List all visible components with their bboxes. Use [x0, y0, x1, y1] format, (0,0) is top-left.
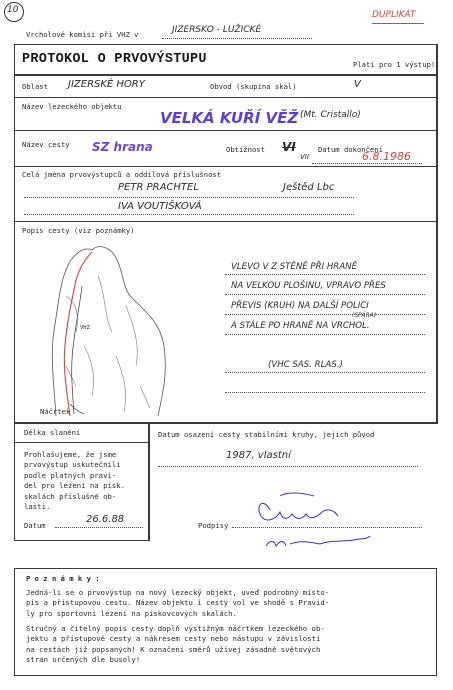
rule-2: [14, 130, 436, 131]
route-line-2: NA VELKOU PLOŠINU, VPRAVO PŘES: [231, 281, 386, 291]
commission-dots: [162, 38, 312, 39]
declaration: Prohlašujeme, že jsme prvovýstup uskutečnili podle platných pravi- del pro lezení na písk. skalách příslušné ob- lasti.: [24, 450, 126, 512]
commission-label: Vrcholové komisi při VHZ v: [26, 30, 139, 39]
duplicate-stamp: DUPLIKÁT: [372, 10, 416, 20]
slaneni-label: Délka slanění: [24, 428, 81, 437]
podpisy-label: Podpisy: [198, 521, 229, 530]
kruhy-value: 1987, vlastní: [226, 450, 291, 461]
datum-dots: [55, 527, 143, 528]
rule-6: [14, 442, 149, 443]
objekt-value: VELKÁ KUŘÍ VĚŽ: [160, 109, 299, 127]
popis-label: Popis cesty (viz poznámky): [22, 226, 135, 235]
obtiznost-value: VII: [300, 153, 309, 161]
vhz-label: VHZ: [80, 325, 90, 331]
oblast-label: Oblast: [22, 82, 48, 91]
podpisy-dots: [232, 527, 422, 528]
stamp-underline: [372, 23, 424, 24]
obvod-label: Obvod (skupina skal): [210, 82, 297, 91]
rock-sketch: [36, 236, 186, 422]
obvod-value: V: [354, 79, 361, 90]
route-sign: (VHC SAS. RLAS.): [268, 360, 343, 370]
signature-2: [266, 536, 370, 546]
notes-para-1: Jedná-li se o prvovýstup na nový lezecký objekt, uveď podrobný místo- pis a přístupovou cestu. Název objektu i cesty vol ve shodě s Pravid- ly pro sportovní lezení na pískovcových skalách.: [26, 588, 330, 618]
notes-para-2: Stručný a čitelný popis cesty doplň výstižným náčrtkem lezeckého ob- jektu a přístupové cesty a nákresem cesty nebo nástupu v závislosti na cestách již popsaných! K označení směrů užívej zásadně světových stran určených dle busoly!: [26, 624, 325, 665]
nacrtek-arrow: [70, 404, 84, 414]
rule-3: [14, 166, 436, 167]
route-line-black: [72, 286, 82, 414]
route-line-1: VLEVO V Z STĚNĚ PŘI HRANĚ: [231, 262, 358, 272]
title-rule: [14, 74, 436, 76]
nacrtek-label: Náčrtek: [40, 407, 71, 416]
jmena-label: Celá jména prvovýstupců a oddílová příslušnost: [22, 170, 222, 179]
route-dots-5: [225, 372, 425, 373]
rule-1: [14, 97, 436, 98]
route-dots-6: [225, 392, 425, 393]
valid-note: Platí pro 1 výstup!: [353, 60, 436, 69]
climber-1: PETR PRACHTEL: [118, 182, 199, 193]
protocol-title: PROTOKOL O PRVOVÝSTUPU: [22, 52, 207, 67]
rock-outline: [52, 247, 165, 416]
kruhy-dots: [158, 466, 418, 467]
climber-2: IVA VOUTIŠKOVÁ: [118, 201, 202, 212]
cesta-value: SZ hrana: [92, 140, 153, 154]
obtiznost-label: Obtížnost: [226, 145, 265, 154]
route-line-4: A STÁLE PO HRANĚ NA VRCHOL.: [231, 321, 370, 331]
objekt-label: Název lezeckého objektu: [22, 102, 122, 111]
datum-value: 26.6.88: [86, 514, 125, 525]
route-line-red: [64, 252, 92, 416]
datum-label: Datum: [24, 521, 46, 530]
names-dots-2: [24, 214, 354, 215]
kruhy-label: Datum osazení cesty stabilními kruhy, jejich původ: [158, 430, 375, 439]
route-line-3: PŘEVIS (KRUH) NA DALŠÍ POLICI: [231, 301, 369, 311]
commission-value: JIZERSKO - LUŽICKÉ: [172, 25, 262, 35]
route-insert-note: (SPÁRA): [352, 312, 377, 319]
route-dots-1: [225, 274, 425, 275]
rule-5: [14, 422, 436, 423]
rock-shading: [66, 276, 150, 412]
route-dots-2: [225, 294, 425, 295]
club-name: Ještěd Lbc: [283, 182, 335, 193]
datum-dokonceni-value: 6.8.1986: [362, 150, 411, 163]
route-dots-3: [225, 314, 425, 315]
cesta-label: Název cesty: [22, 140, 70, 149]
cesta-dots: [312, 163, 422, 164]
signature-1: [259, 493, 338, 520]
signatures: [230, 490, 430, 560]
rule-4: [14, 221, 436, 222]
oblast-value: JIZERSKÉ HORY: [68, 79, 145, 90]
vertical-divider: [148, 422, 149, 540]
notes-heading: P o z n á m k y :: [26, 574, 100, 583]
objekt-note: (Mt. Cristallo): [300, 110, 361, 120]
route-dots-4: [225, 334, 425, 335]
names-dots-1: [24, 197, 354, 198]
datum-dokonceni-label: Datum dokončení: [318, 145, 383, 154]
page-number: 10: [7, 5, 19, 15]
obtiznost-struck: VI: [282, 140, 296, 154]
